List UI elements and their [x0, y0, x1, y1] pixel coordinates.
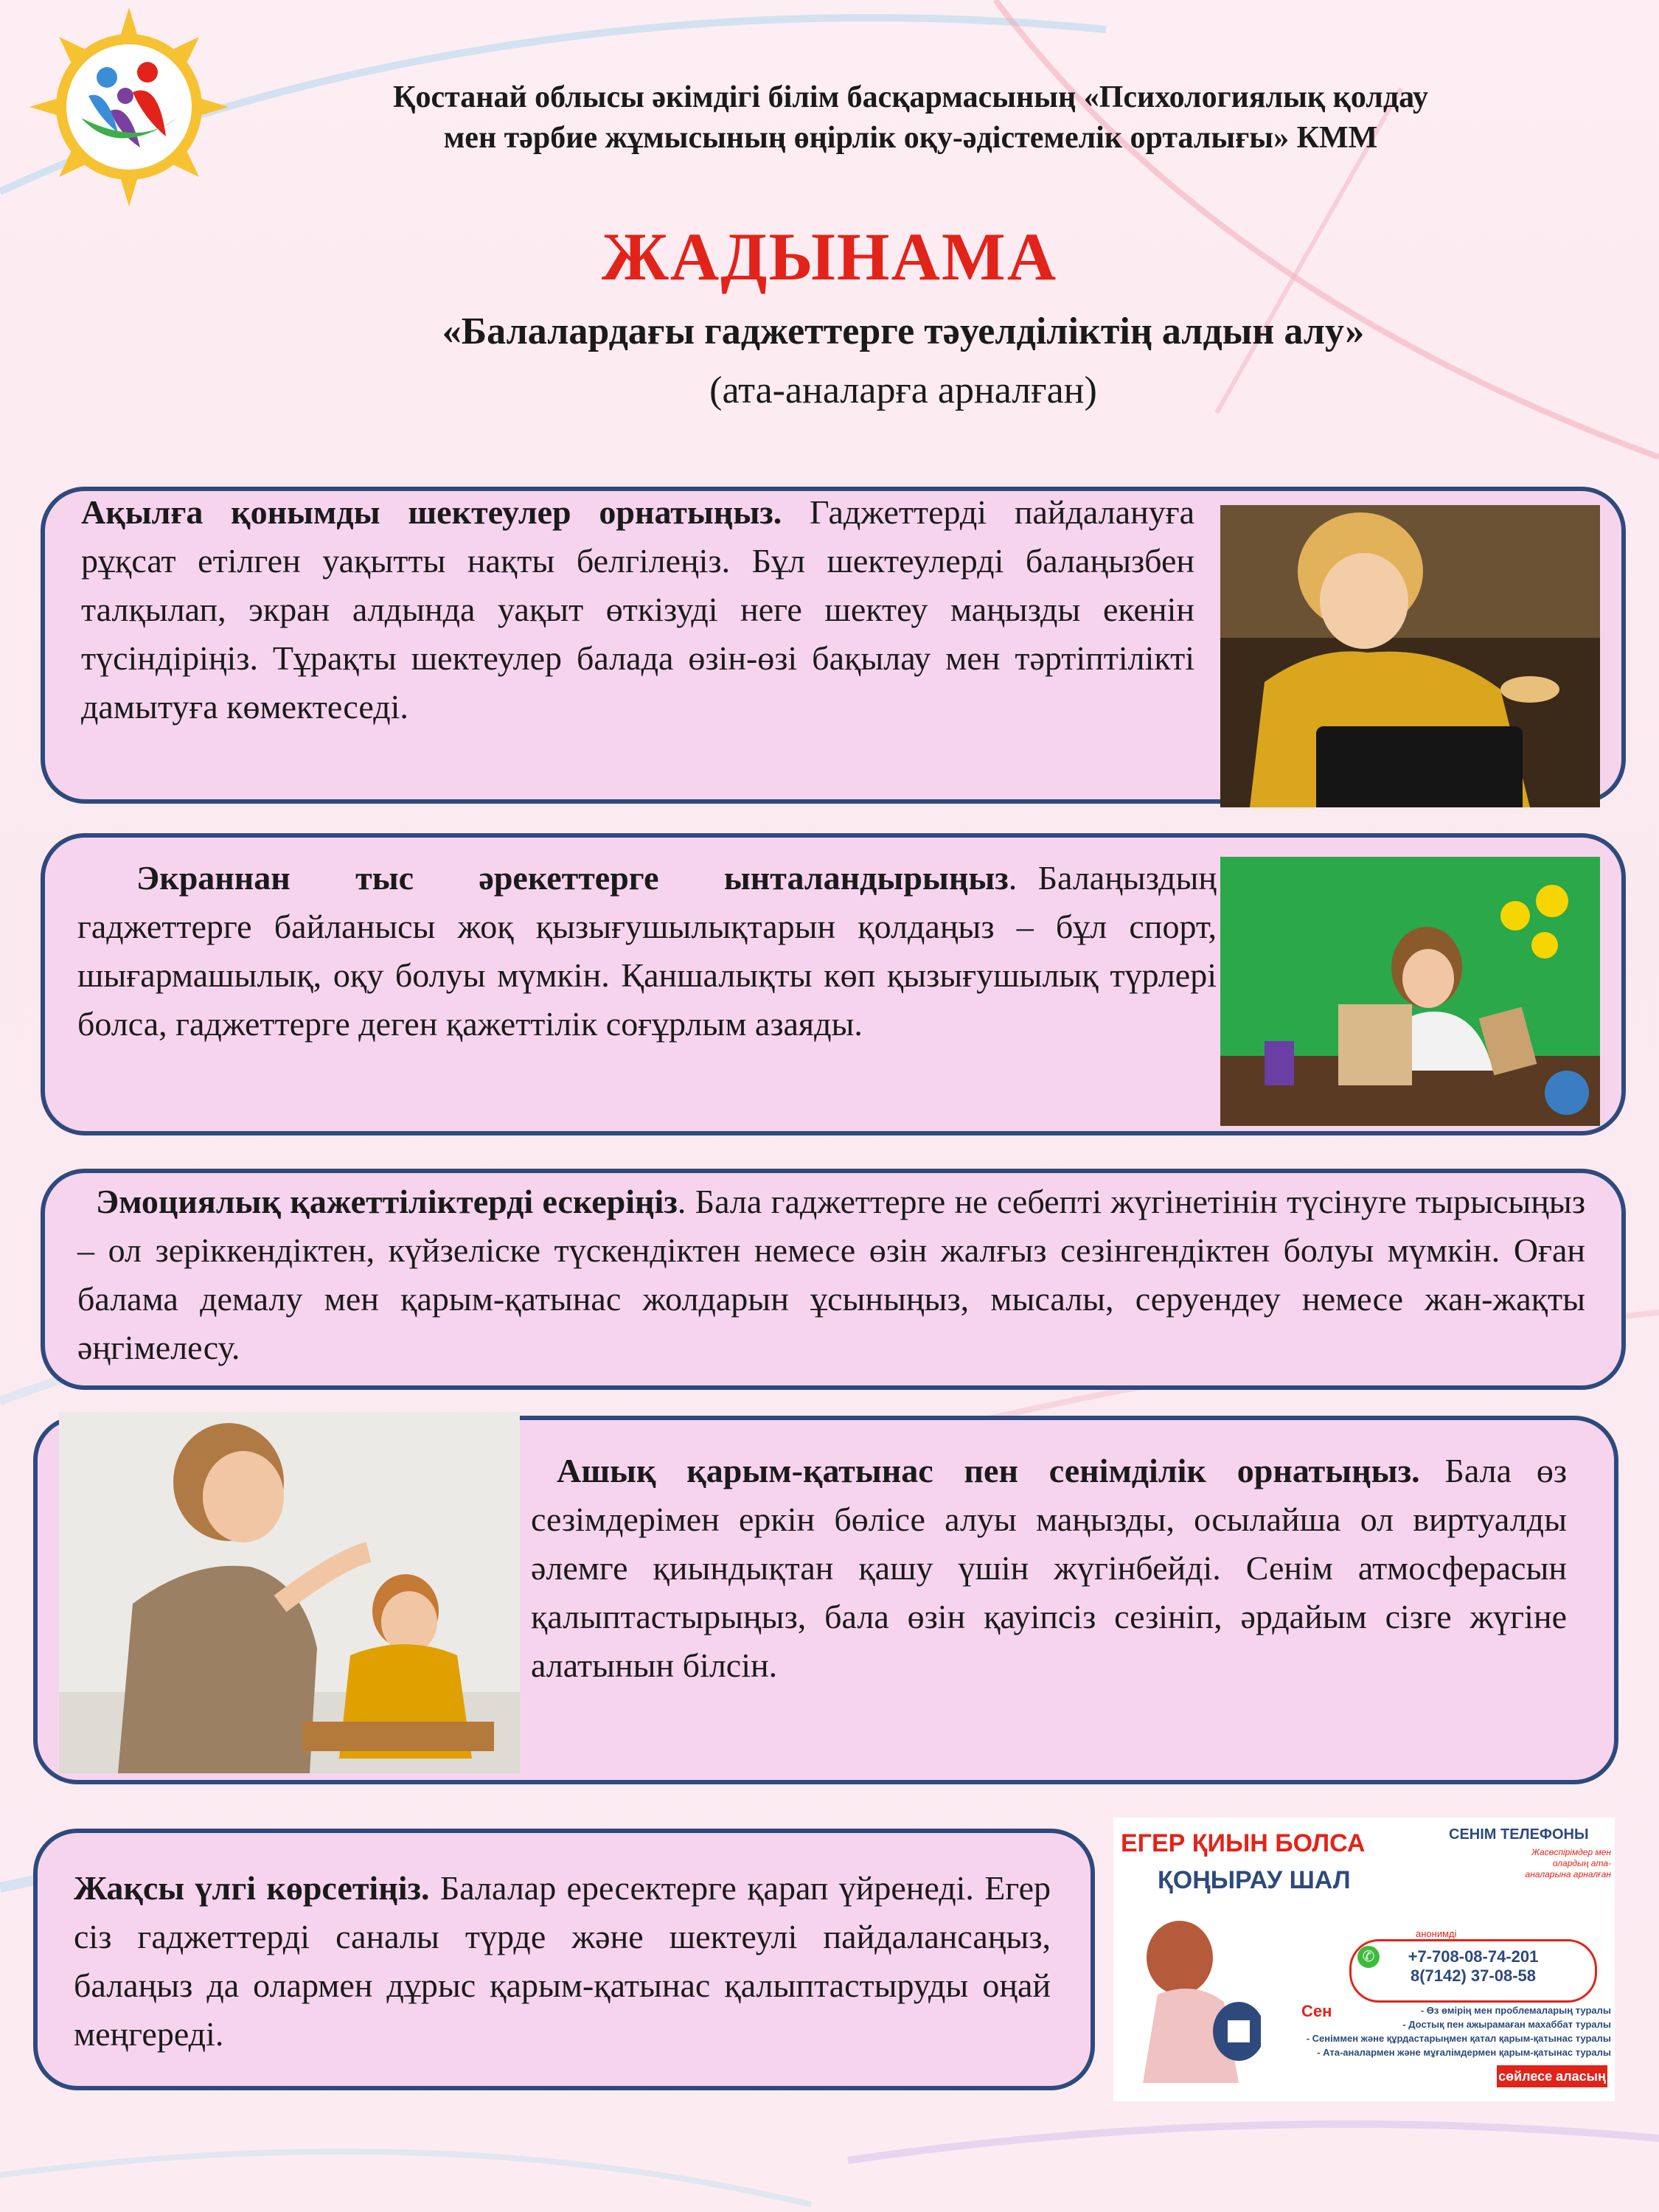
tip-card-1-text — [81, 488, 1194, 731]
tip-card-3-text — [77, 1178, 1585, 1372]
helpline-phones — [1349, 1939, 1597, 2003]
helpline-anonim: анонимді — [1416, 1928, 1457, 1939]
helpline-poster — [1113, 1818, 1615, 2101]
tip-card-5-body: Балалар ересектерге қарап үйренеді. Егер сіз гаджеттерді саналы түрде және шектеулі пайдалансаңыз, балаңыз да олармен дұрыс қарым-қатынас қалыптастыруды оңай меңгереді. — [74, 1869, 1051, 2053]
helpline-title-1: ЕГЕР ҚИЫН БОЛСА — [1121, 1829, 1366, 1857]
child-sitting-icon — [1128, 1906, 1261, 2083]
tip-card-2-heading: Экраннан тыс әрекеттерге ынталандырыңыз — [136, 859, 1009, 897]
helpline-speak: сөйлесе аласың — [1497, 2065, 1607, 2087]
page-title: ЖАДЫНАМА — [601, 219, 1058, 294]
whatsapp-icon: ✆ — [1357, 1946, 1380, 1968]
photo-mother-and-child — [59, 1412, 520, 1773]
tip-card-2-text — [77, 854, 1217, 1048]
header-line-2: мен тәрбие жұмысының өңірлік оқу-әдістемелік орталығы» КММ — [443, 121, 1378, 155]
tip-card-3-heading: Эмоциялық қажеттіліктерді ескеріңіз — [96, 1183, 678, 1220]
header-line-1: Қостанай облысы әкімдігі білім басқармасының «Психологиялық қолдау — [393, 80, 1428, 114]
helpline-sen: Сен — [1301, 2002, 1332, 2020]
organization-logo — [29, 7, 229, 206]
tip-card-4-heading: Ашық қарым-қатынас пен сенімділік орнатыңыз. — [557, 1452, 1420, 1489]
tip-card-4-text — [531, 1447, 1567, 1690]
helpline-topics — [1246, 2003, 1611, 2059]
photo-child-with-tablet — [1220, 505, 1600, 807]
organization-header — [243, 77, 1578, 159]
photo-girl-reading — [1220, 857, 1600, 1126]
tip-card-1-body: Гаджеттерді пайдалануға рұқсат етілген уақытты нақты белгілеңіз. Бұл шектеулерді балаңызбен талқылап, экран алдында уақыт өткізуді неге шектеу маңызды екенін түсіндіріңіз. Тұрақты шектеулер балада өзін-өзі бақылау мен тәртіптілікті дамытуға көмектеседі. — [81, 493, 1194, 726]
tip-card-1-heading: Ақылға қонымды шектеулер орнатыңыз. — [81, 493, 782, 531]
helpline-topic-3: - Сеніммен және құрдастарыңмен қатал қарым-қатынас туралы — [1306, 2033, 1611, 2044]
helpline-topic-4: - Ата-аналармен және мұғалімдермен қарым-қатынас туралы — [1317, 2047, 1611, 2058]
helpline-sub: Жасөспірімдер мен олардың ата-аналарына арналған — [1525, 1847, 1611, 1879]
tip-card-4-body: Бала өз сезімдерімен еркін бөлісе алуы маңызды, осылайша ол виртуалды әлемге қиындықтан қашу үшін жүгінбейді. Сенім атмосферасын қалыптастырыңыз, бала өзін қауіпсіз сезініп, әрдайым сізге жүгіне алатынын білсін. — [531, 1452, 1568, 1684]
helpline-title-2: ҚОҢЫРАУ ШАЛ — [1158, 1866, 1351, 1894]
helpline-topic-2: - Достық пен ажырамаған махаббат туралы — [1402, 2019, 1611, 2030]
tip-card-5-heading: Жақсы үлгі көрсетіңіз. — [74, 1869, 430, 1907]
helpline-topic-1: - Өз өмірің мен проблемаларың туралы — [1420, 2005, 1611, 2016]
tip-card-3-body: . Бала гаджеттерге не себепті жүгінетінін түсінуге тырысыңыз – ол зеріккендіктен, күйзеліске түскендіктен немесе өзін жалғыз сезінгендіктен болуы мүмкін. Оған балама демалу мен қарым-қатынас жолдарын ұсыныңыз, мысалы, серуендеу немесе жан-жақты әңгімелесу. — [77, 1183, 1585, 1366]
page-subtitle: «Балалардағы гаджеттерге тәуелділіктің алдын алу» — [442, 310, 1365, 352]
tip-card-2-body: . Балаңыздың гаджеттерге байланысы жоқ қызығушылықтарын қолдаңыз – бұл спорт, шығармашылық, оқу болуы мүмкін. Қаншалықты көп қызығушылық түрлері болса, гаджеттерге деген қажеттілік соғұрлым азаяды. — [77, 859, 1217, 1043]
helpline-phone-2: 8(7142) 37-08-58 — [1410, 1966, 1536, 1985]
helpline-phone-1: +7-708-08-74-201 — [1408, 1947, 1539, 1966]
page-audience: (ата-аналарға арналған) — [709, 369, 1097, 411]
tip-card-5-text — [74, 1864, 1051, 2059]
helpline-label: СЕНІМ ТЕЛЕФОНЫ — [1449, 1826, 1589, 1843]
